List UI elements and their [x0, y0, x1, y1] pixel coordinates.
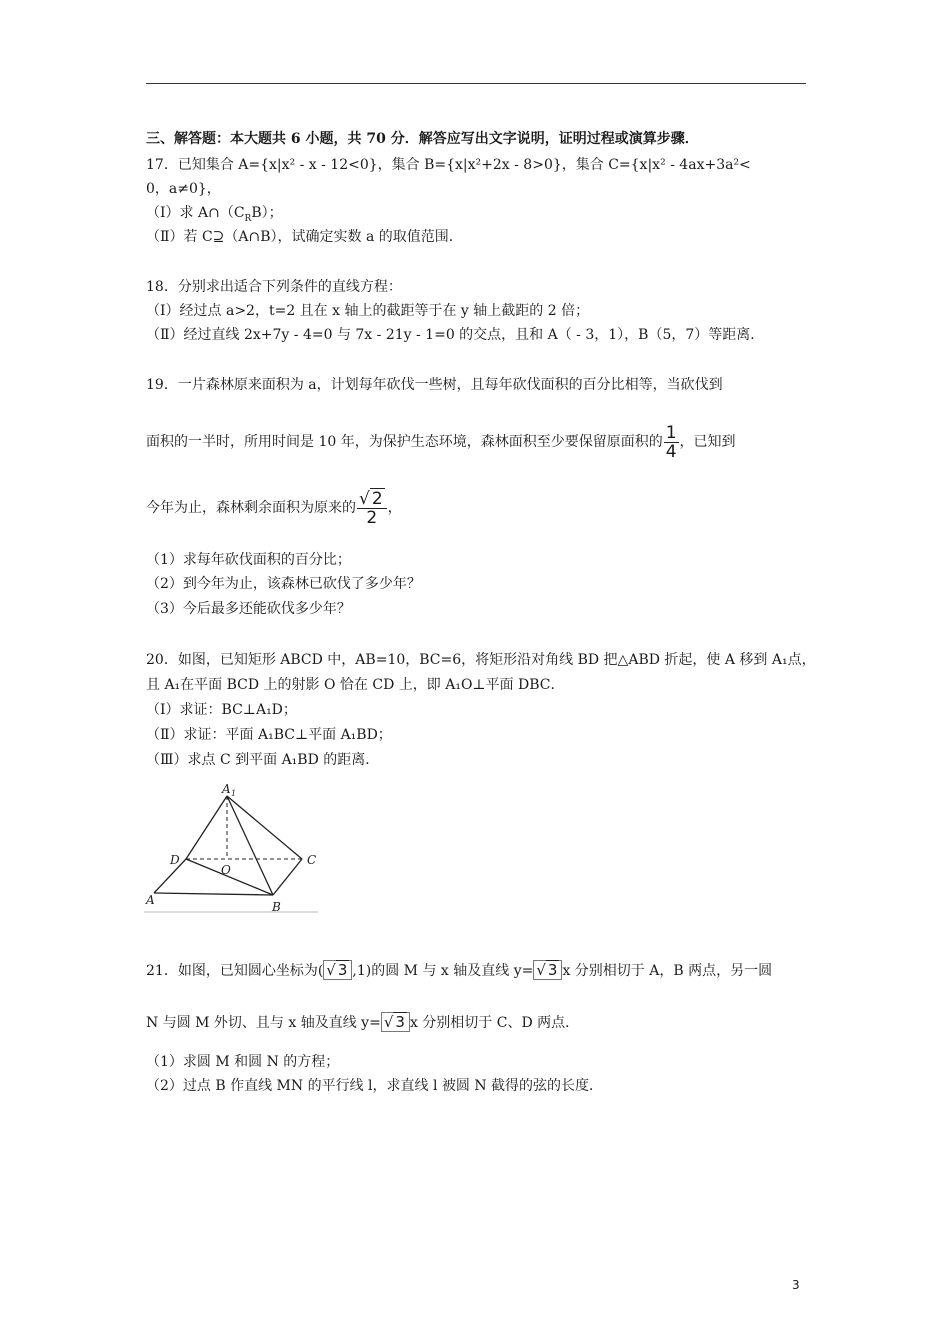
edge-a1-d: [186, 796, 227, 859]
q19-line2-a: 面积的一半时，所用时间是 10 年，为保护生态环境，森林面积至少要保留原面积的: [146, 434, 663, 450]
q18-part2: （Ⅱ）经过直线 2x+7y - 4=0 与 7x - 21y - 1=0 的交点，且和 A（ - 3，1），B（5，7）等距离．: [146, 327, 765, 343]
page-number: 3: [792, 1278, 800, 1292]
label-a1: A: [222, 782, 231, 796]
label-b: B: [272, 900, 281, 914]
sqrt-radicand: 3: [395, 1013, 405, 1031]
q19-line1: 19．一片森林原来面积为 a，计划每年砍伐一些树，且每年砍伐面积的百分比相等，当砍伐到: [146, 377, 723, 393]
fraction-one-quarter: [664, 424, 679, 461]
edge-a1-b: [227, 796, 273, 895]
q17-part1: [146, 203, 283, 229]
q18-line1: 18．分别求出适合下列条件的直线方程：: [146, 279, 402, 295]
q21-part2: （2）过点 B 作直线 MN 的平行线 l，求直线 l 被圆 N 截得的弦的长度．: [146, 1078, 604, 1094]
q20-part1: （Ⅰ）求证：BC⊥A₁D；: [146, 702, 297, 718]
label-o: O: [221, 863, 231, 877]
edge-a1-c: [227, 796, 302, 859]
q19-line3-a: 今年为止，森林剩余面积为原来的: [146, 500, 356, 516]
fraction-denominator: 2: [366, 507, 378, 528]
sqrt-radicand: 3: [337, 961, 348, 979]
label-a: A: [146, 893, 155, 907]
fraction-numerator: √ 2: [357, 490, 387, 509]
sqrt3-term: √ 3: [381, 1012, 410, 1032]
q21-line1-b: ,1)的圆 M 与 x 轴及直线 y=: [352, 963, 534, 979]
q20-line1: 20．如图，已知矩形 ABCD 中，AB=10，BC=6，将矩形沿对角线 BD 把△ABD 折起，使 A 移到 A₁点，: [146, 652, 816, 668]
q19-part1: （1）求每年砍伐面积的百分比；: [146, 552, 351, 568]
q21-line1-a: 21．如图，已知圆心坐标为(: [146, 963, 324, 979]
q18-part1: （Ⅰ）经过点 a>2，t=2 且在 x 轴上的截距等于在 y 轴上截距的 2 倍；: [146, 303, 590, 319]
label-a1-sub: 1: [231, 789, 237, 798]
edge-a-b: [154, 893, 273, 895]
q20-part3: （Ⅲ）求点 C 到平面 A₁BD 的距离．: [146, 752, 380, 768]
sqrt3-term: √ 3: [533, 960, 562, 980]
q20-part2: （Ⅱ）求证：平面 A₁BC⊥平面 A₁BD；: [146, 727, 392, 743]
fraction-sqrt2-over-2: [357, 490, 387, 527]
fraction-numerator: 1: [665, 422, 677, 443]
pyramid-figure: [144, 780, 318, 914]
section-header: 三、解答题：本大题共 6 小题，共 70 分．解答应写出文字说明，证明过程或演算步骤．: [146, 131, 699, 147]
q17-part1-text: （Ⅰ）求 A∩（C: [146, 205, 245, 221]
sqrt3-term: √ 3: [323, 960, 352, 980]
q21-line1: [146, 958, 772, 984]
q17-line2: 0，a≠0}，: [146, 181, 221, 197]
q20-line2: 且 A₁在平面 BCD 上的射影 O 恰在 CD 上，即 A₁O⊥平面 DBC．: [146, 677, 565, 693]
edge-b-c: [273, 859, 302, 895]
label-c: C: [307, 853, 317, 867]
q19-line2: [146, 422, 736, 462]
label-d: D: [170, 853, 180, 867]
q19-line3-b: ，: [387, 500, 402, 516]
q17-part1-end: B）；: [251, 205, 283, 221]
q17-part1-sub: R: [244, 213, 252, 224]
q21-part1: （1）求圆 M 和圆 N 的方程；: [146, 1054, 340, 1070]
q19-line3: [146, 486, 402, 530]
q21-line2: [146, 1010, 579, 1036]
q21-line2-b: x 分别相切于 C、D 两点．: [409, 1015, 580, 1031]
q19-part3: （3）今后最多还能砍伐多少年？: [146, 601, 351, 617]
fraction-denominator: 4: [665, 441, 677, 462]
q17-line1: 17．已知集合 A={x|x² - x - 12<0}，集合 B={x|x²+2x - 8>0}，集合 C={x|x² - 4ax+3a²<: [146, 157, 751, 173]
sqrt-radicand: 2: [371, 488, 383, 509]
header-rule: [146, 83, 806, 84]
q21-line2-a: N 与圆 M 外切、且与 x 轴及直线 y=: [146, 1015, 381, 1031]
q17-part2: （Ⅱ）若 C⊇（A∩B），试确定实数 a 的取值范围．: [146, 229, 463, 245]
q21-line1-c: x 分别相切于 A，B 两点，另一圆: [562, 963, 773, 979]
sqrt-radicand: 3: [547, 961, 558, 979]
q19-part2: （2）到今年为止，该森林已砍伐了多少年？: [146, 576, 421, 592]
q19-line2-b: ，已知到: [679, 434, 736, 450]
